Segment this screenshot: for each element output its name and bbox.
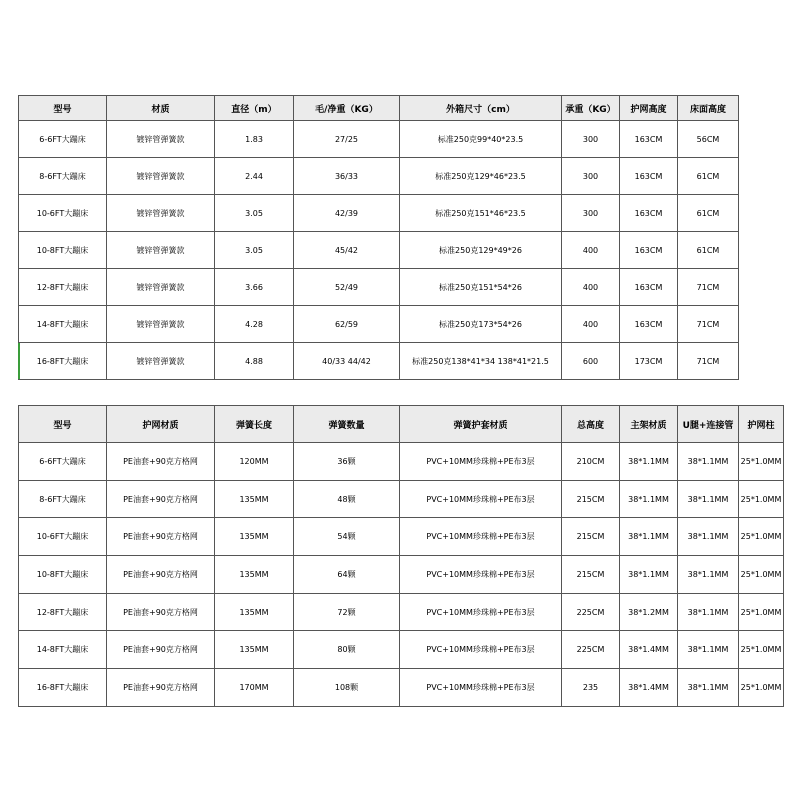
table-row bbox=[19, 631, 784, 669]
table-cell[interactable]: 标准250克129*49*26 bbox=[400, 232, 562, 269]
header-cell: 型号 bbox=[19, 96, 107, 121]
table-cell[interactable]: 14-8FT大蹦床 bbox=[19, 631, 107, 669]
spec-table-2 bbox=[18, 405, 784, 707]
table-cell[interactable]: 镀锌管弹簧款 bbox=[107, 269, 215, 306]
table-cell[interactable]: 108颗 bbox=[294, 669, 400, 707]
table-cell[interactable]: PE油套+90克方格网 bbox=[107, 669, 215, 707]
table-cell[interactable]: 标准250克138*41*34 138*41*21.5 bbox=[400, 343, 562, 380]
table-cell[interactable]: 300 bbox=[562, 158, 620, 195]
table-cell[interactable]: PVC+10MM珍珠棉+PE布3层 bbox=[400, 518, 562, 556]
table-cell[interactable]: 38*1.1MM bbox=[678, 593, 739, 631]
table-cell[interactable]: 25*1.0MM bbox=[739, 443, 784, 481]
table-cell[interactable]: 镀锌管弹簧款 bbox=[107, 306, 215, 343]
table-cell[interactable]: 4.28 bbox=[215, 306, 294, 343]
table-cell[interactable]: 8-6FT大蹦床 bbox=[19, 480, 107, 518]
table-cell[interactable]: 215CM bbox=[562, 556, 620, 594]
table-cell[interactable]: 173CM bbox=[620, 343, 678, 380]
table-cell[interactable]: 45/42 bbox=[294, 232, 400, 269]
table-cell[interactable]: 400 bbox=[562, 269, 620, 306]
cell-selection-mark bbox=[18, 343, 20, 379]
table-cell[interactable]: 25*1.0MM bbox=[739, 518, 784, 556]
table-cell[interactable]: 38*1.1MM bbox=[678, 480, 739, 518]
header-cell: 主架材质 bbox=[620, 406, 678, 443]
table-cell[interactable]: 225CM bbox=[562, 593, 620, 631]
table-cell[interactable]: 25*1.0MM bbox=[739, 556, 784, 594]
table-cell[interactable]: PVC+10MM珍珠棉+PE布3层 bbox=[400, 443, 562, 481]
table-cell[interactable]: 16-8FT大蹦床 bbox=[19, 343, 107, 380]
table-cell[interactable]: 4.88 bbox=[215, 343, 294, 380]
table-cell[interactable]: 135MM bbox=[215, 556, 294, 594]
table-cell[interactable]: 38*1.1MM bbox=[620, 480, 678, 518]
table-cell[interactable]: 400 bbox=[562, 306, 620, 343]
table-cell[interactable]: PE油套+90克方格网 bbox=[107, 480, 215, 518]
table-cell[interactable]: 36/33 bbox=[294, 158, 400, 195]
table-cell[interactable]: 38*1.1MM bbox=[678, 631, 739, 669]
table-cell[interactable]: 120MM bbox=[215, 443, 294, 481]
table-cell[interactable]: 38*1.4MM bbox=[620, 631, 678, 669]
header-cell: 弹簧长度 bbox=[215, 406, 294, 443]
table-cell[interactable]: 42/39 bbox=[294, 195, 400, 232]
table-cell[interactable]: 300 bbox=[562, 121, 620, 158]
header-cell: 外箱尺寸（cm） bbox=[400, 96, 562, 121]
table-cell[interactable]: 25*1.0MM bbox=[739, 480, 784, 518]
table-cell[interactable]: 38*1.1MM bbox=[620, 443, 678, 481]
table-cell[interactable]: 80颗 bbox=[294, 631, 400, 669]
table-row bbox=[19, 121, 739, 158]
spec-table-1 bbox=[18, 95, 739, 380]
table-row bbox=[19, 669, 784, 707]
table-cell[interactable]: 镀锌管弹簧款 bbox=[107, 158, 215, 195]
table-cell[interactable]: 163CM bbox=[620, 195, 678, 232]
table-cell[interactable]: 225CM bbox=[562, 631, 620, 669]
table-row bbox=[19, 269, 739, 306]
table-cell[interactable]: 38*1.1MM bbox=[620, 556, 678, 594]
table-cell[interactable]: 600 bbox=[562, 343, 620, 380]
table-cell[interactable]: 镀锌管弹簧款 bbox=[107, 343, 215, 380]
table-cell[interactable]: 61CM bbox=[678, 158, 739, 195]
table-cell[interactable]: 54颗 bbox=[294, 518, 400, 556]
table-cell[interactable]: 10-6FT大蹦床 bbox=[19, 195, 107, 232]
table-cell[interactable]: 38*1.1MM bbox=[620, 518, 678, 556]
header-cell: 护网柱 bbox=[739, 406, 784, 443]
header-cell: 材质 bbox=[107, 96, 215, 121]
table-cell[interactable]: PE油套+90克方格网 bbox=[107, 593, 215, 631]
table-cell[interactable]: 3.05 bbox=[215, 232, 294, 269]
table-cell[interactable]: 135MM bbox=[215, 480, 294, 518]
table-row bbox=[19, 518, 784, 556]
table-cell[interactable]: 38*1.2MM bbox=[620, 593, 678, 631]
table-cell[interactable]: 56CM bbox=[678, 121, 739, 158]
header-cell: 型号 bbox=[19, 406, 107, 443]
table-cell[interactable]: PVC+10MM珍珠棉+PE布3层 bbox=[400, 669, 562, 707]
table-cell[interactable]: 52/49 bbox=[294, 269, 400, 306]
header-cell: 护网高度 bbox=[620, 96, 678, 121]
table-cell[interactable]: 38*1.4MM bbox=[620, 669, 678, 707]
table-cell[interactable]: 71CM bbox=[678, 343, 739, 380]
table-row bbox=[19, 232, 739, 269]
table-row bbox=[19, 556, 784, 594]
table-cell[interactable]: PVC+10MM珍珠棉+PE布3层 bbox=[400, 631, 562, 669]
table-cell[interactable]: PVC+10MM珍珠棉+PE布3层 bbox=[400, 480, 562, 518]
table-cell[interactable]: 6-6FT大蹦床 bbox=[19, 443, 107, 481]
table-cell[interactable]: 25*1.0MM bbox=[739, 593, 784, 631]
table-cell[interactable]: 38*1.1MM bbox=[678, 518, 739, 556]
table-cell[interactable]: 400 bbox=[562, 232, 620, 269]
table-cell[interactable]: 标准250克129*46*23.5 bbox=[400, 158, 562, 195]
table-cell[interactable]: 61CM bbox=[678, 232, 739, 269]
table-cell[interactable]: 1.83 bbox=[215, 121, 294, 158]
table-cell[interactable]: 16-8FT大蹦床 bbox=[19, 669, 107, 707]
table-cell[interactable]: 镀锌管弹簧款 bbox=[107, 195, 215, 232]
table-cell[interactable]: 163CM bbox=[620, 158, 678, 195]
table-cell[interactable]: 14-8FT大蹦床 bbox=[19, 306, 107, 343]
table-cell[interactable]: 135MM bbox=[215, 593, 294, 631]
table-cell[interactable]: 36颗 bbox=[294, 443, 400, 481]
table-cell[interactable]: 135MM bbox=[215, 631, 294, 669]
table-cell[interactable]: 235 bbox=[562, 669, 620, 707]
table-cell[interactable]: 215CM bbox=[562, 518, 620, 556]
table-cell[interactable]: 10-6FT大蹦床 bbox=[19, 518, 107, 556]
header-cell: 毛/净重（KG） bbox=[294, 96, 400, 121]
table-cell[interactable]: PE油套+90克方格网 bbox=[107, 556, 215, 594]
table-cell[interactable]: 3.66 bbox=[215, 269, 294, 306]
header-cell: 直径（m） bbox=[215, 96, 294, 121]
table-row bbox=[19, 158, 739, 195]
table-cell[interactable]: 25*1.0MM bbox=[739, 631, 784, 669]
table-cell[interactable]: 163CM bbox=[620, 121, 678, 158]
table-cell[interactable]: 71CM bbox=[678, 269, 739, 306]
table-cell[interactable]: 71CM bbox=[678, 306, 739, 343]
table-cell[interactable]: 标准250克99*40*23.5 bbox=[400, 121, 562, 158]
table-cell[interactable]: 210CM bbox=[562, 443, 620, 481]
header-cell: 承重（KG） bbox=[562, 96, 620, 121]
table-cell[interactable]: 10-8FT大蹦床 bbox=[19, 232, 107, 269]
table-cell[interactable]: 135MM bbox=[215, 518, 294, 556]
table-cell[interactable]: 72颗 bbox=[294, 593, 400, 631]
table-cell[interactable]: 12-8FT大蹦床 bbox=[19, 593, 107, 631]
table-row bbox=[19, 593, 784, 631]
table-cell[interactable]: 38*1.1MM bbox=[678, 669, 739, 707]
table-cell[interactable]: 10-8FT大蹦床 bbox=[19, 556, 107, 594]
table-row bbox=[19, 195, 739, 232]
table-cell[interactable]: 48颗 bbox=[294, 480, 400, 518]
table-cell[interactable]: 25*1.0MM bbox=[739, 669, 784, 707]
table-cell[interactable]: 62/59 bbox=[294, 306, 400, 343]
table-cell[interactable]: 300 bbox=[562, 195, 620, 232]
table-cell[interactable]: 215CM bbox=[562, 480, 620, 518]
table-row bbox=[19, 480, 784, 518]
table-cell[interactable]: 镀锌管弹簧款 bbox=[107, 121, 215, 158]
table-cell[interactable]: 6-6FT大蹦床 bbox=[19, 121, 107, 158]
table-row bbox=[19, 443, 784, 481]
table-cell[interactable]: 镀锌管弹簧款 bbox=[107, 232, 215, 269]
table-cell[interactable]: 61CM bbox=[678, 195, 739, 232]
table-cell[interactable]: 标准250克151*54*26 bbox=[400, 269, 562, 306]
table-cell[interactable]: 38*1.1MM bbox=[678, 556, 739, 594]
table-cell[interactable]: 38*1.1MM bbox=[678, 443, 739, 481]
table-cell[interactable]: 163CM bbox=[620, 232, 678, 269]
table-row bbox=[19, 306, 739, 343]
header-cell: 总高度 bbox=[562, 406, 620, 443]
table-cell[interactable]: 标准250克173*54*26 bbox=[400, 306, 562, 343]
table-cell[interactable]: 2.44 bbox=[215, 158, 294, 195]
header-row bbox=[19, 96, 739, 121]
table-cell[interactable]: PVC+10MM珍珠棉+PE布3层 bbox=[400, 593, 562, 631]
table-cell[interactable]: 27/25 bbox=[294, 121, 400, 158]
table-cell[interactable]: 64颗 bbox=[294, 556, 400, 594]
table-cell[interactable]: PE油套+90克方格网 bbox=[107, 443, 215, 481]
table-cell[interactable]: PVC+10MM珍珠棉+PE布3层 bbox=[400, 556, 562, 594]
header-row bbox=[19, 406, 784, 443]
header-cell: 床面高度 bbox=[678, 96, 739, 121]
table-cell[interactable]: 170MM bbox=[215, 669, 294, 707]
header-cell: 护网材质 bbox=[107, 406, 215, 443]
table-cell[interactable]: 40/33 44/42 bbox=[294, 343, 400, 380]
header-cell: U腿+连接管 bbox=[678, 406, 739, 443]
table-cell[interactable]: 8-6FT大蹦床 bbox=[19, 158, 107, 195]
header-cell: 弹簧数量 bbox=[294, 406, 400, 443]
table-cell[interactable]: 163CM bbox=[620, 269, 678, 306]
table-cell[interactable]: PE油套+90克方格网 bbox=[107, 518, 215, 556]
table-cell[interactable]: 163CM bbox=[620, 306, 678, 343]
table-cell[interactable]: 3.05 bbox=[215, 195, 294, 232]
table-row bbox=[19, 343, 739, 380]
table-cell[interactable]: PE油套+90克方格网 bbox=[107, 631, 215, 669]
table-cell[interactable]: 标准250克151*46*23.5 bbox=[400, 195, 562, 232]
table-cell[interactable]: 12-8FT大蹦床 bbox=[19, 269, 107, 306]
header-cell: 弹簧护套材质 bbox=[400, 406, 562, 443]
